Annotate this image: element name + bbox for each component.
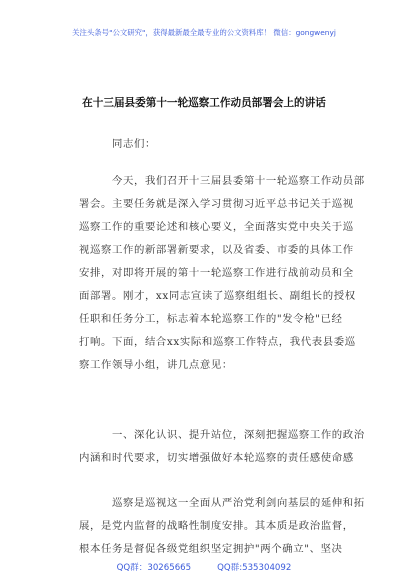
paragraph-line: 巡察工作的重要论述和核心要义，全面落实党中央关于巡 [79, 221, 354, 233]
paragraph-line: 今天，我们召开十三届县委第十一轮巡察工作动员部 [112, 175, 365, 187]
paragraph-line: 安排，对即将开展的第十一轮巡察工作进行战前动员和全 [79, 267, 354, 279]
paragraph-line: 察工作领导小组，讲几点意见： [79, 359, 233, 371]
paragraph-line: 署会。主要任务就是深入学习贯彻习近平总书记关于巡视 [79, 198, 354, 210]
paragraph-line: 面部署。刚才，xx同志宣读了巡察组组长、副组长的授权 [79, 290, 356, 302]
footer-qq-group-2: QQ群:535304092 [217, 563, 292, 573]
header-promo-note: 关注头条号"公文研究"，获得最新最全最专业的公文资料库！ 微信：gongwenyj [72, 28, 336, 37]
paragraph-line: 根本任务是督促各级党组织坚定拥护"两个确立"、坚决 [79, 543, 343, 555]
section-heading-line: 一、深化认识、提升站位，深刻把握巡察工作的政治 [112, 429, 365, 441]
paragraph-line: 视巡察工作的新部署新要求，以及省委、市委的具体工作 [79, 244, 354, 256]
footer-qq-group-1: QQ群：30265665 [116, 563, 192, 573]
paragraph-line: 巡察是巡视这一全面从严治党利剑向基层的延伸和拓 [112, 497, 365, 509]
document-title: 在十三届县委第十一轮巡察工作动员部署会上的讲话 [82, 97, 326, 109]
salutation: 同志们： [112, 138, 156, 150]
paragraph-line: 展，是党内监督的战略性制度安排。其本质是政治监督， [79, 520, 354, 532]
paragraph-line: 任职和任务分工，标志着本轮巡察工作的"发令枪"已经 [79, 313, 343, 325]
paragraph-line: 打响。下面，结合xx实际和巡察工作特点，我代表县委巡 [79, 336, 356, 348]
footer-contact [0, 561, 408, 573]
section-heading-line: 内涵和时代要求，切实增强做好本轮巡察的责任感使命感 [79, 452, 354, 464]
